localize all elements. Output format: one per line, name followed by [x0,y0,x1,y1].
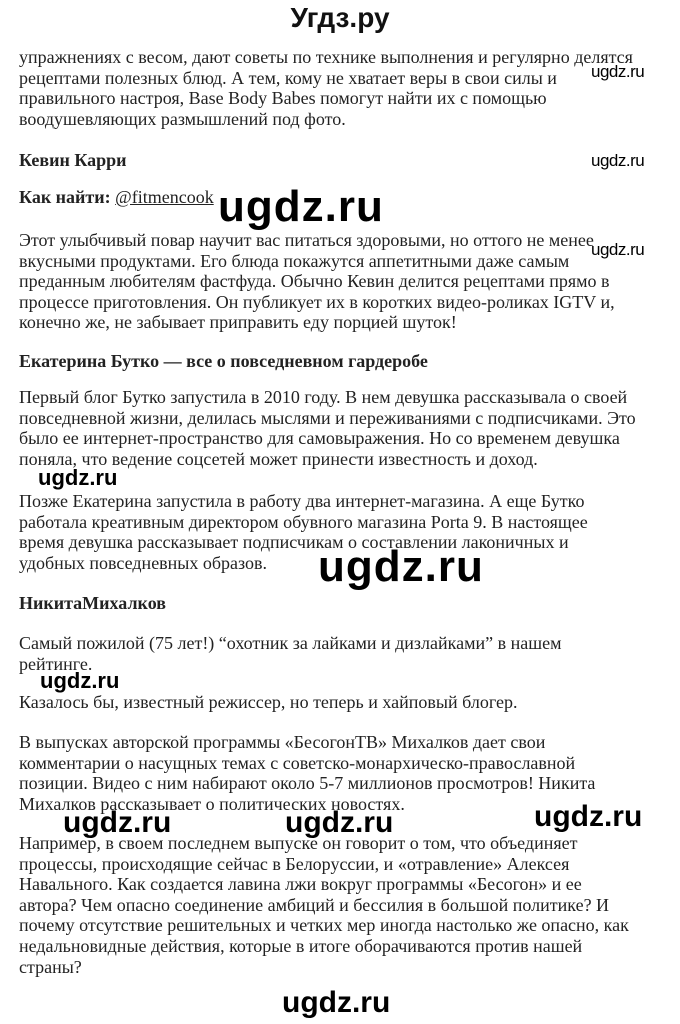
paragraph-butko-2 [19,491,588,573]
find-label: Как найти: [19,187,111,207]
paragraph-kevin [19,230,615,333]
text-line: позиции. Видео с ним набирают около 5-7 миллионов просмотров! Никита [19,773,596,794]
text-line: было ее интернет-пространство для самовыражения. Но со временем девушка [19,428,620,449]
heading-butko: Екатерина Бутко — все о повседневном гардеробе [19,351,428,371]
watermark: ugdz.ru [40,668,120,693]
text-line: повседневной жизни, делилась мыслями и переживаниями с подписчиками. Это [19,407,636,428]
heading-mikhalkov: НикитаМихалков [19,593,166,613]
watermark: ugdz.ru [591,240,645,259]
text-line: процессе приготовления. Он публикует их в коротких видео-роликах IGTV и, [19,291,615,312]
find-line [19,187,214,208]
text-line: комментарии о насущных темах с советско-монархическо-православной [19,752,576,773]
text-line: автора? Чем опасно соединение амбиций и бессилия в большой политике? И [19,894,610,915]
text-line: Этот улыбчивый повар научит вас питаться здоровыми, но оттого не менее [19,230,594,250]
text-line: Навального. Как создается лавина лжи вокруг программы «Бесогон» и ее [19,874,582,895]
watermark: ugdz.ru [591,151,645,170]
text-line: преданным любителям фастфуда. Обычно Кевин делится рецептами прямо в [19,271,610,292]
watermark: ugdz.ru [534,800,643,833]
text-line: почему отсутствие решительных и четких мер иногда настолько же опасно, как [19,915,629,936]
text-line: страны? [19,956,82,977]
heading-kevin-curry: Кевин Карри [19,150,127,170]
text-line: время девушка рассказывает подписчикам о составлении лаконичных и [19,532,569,553]
paragraph-mikhalkov-2 [19,692,517,713]
text-line: упражнениях с весом, дают советы по технике выполнения и регулярно делятся [19,47,633,67]
text-line: Например, в своем последнем выпуске он говорит о том, что объединяет [19,833,578,853]
text-line: Позже Екатерина запустила в работу два интернет-магазина. А еще Бутко [19,491,585,511]
site-header-title: Угдз.ру [290,2,390,33]
text-line: процессы, происходящие сейчас в Белоруссии, и «отравление» Алексея [19,853,570,874]
paragraph-mikhalkov-4 [19,833,629,977]
paragraph-base-body-babes [19,47,633,129]
text-line: рецептами полезных блюд. А тем, кому не хватает веры в свои силы и [19,67,557,88]
paragraph-butko-1 [19,387,636,469]
text-line: Первый блог Бутко запустила в 2010 году. В нем девушка рассказывала о своей [19,387,628,407]
instagram-link[interactable]: @fitmencook [115,187,214,207]
text-line: В выпусках авторской программы «БесогонТВ» Михалков дает свои [19,732,546,752]
paragraph-mikhalkov-3 [19,732,595,814]
text-line: конечно же, не забывает приправить еду порцией шуток! [19,312,457,333]
text-line: поняла, что ведение соцсетей может принести известность и доход. [19,448,538,469]
text-line: Самый пожилой (75 лет!) “охотник за лайками и дизлайками” в нашем [19,633,562,653]
watermark: ugdz.ru [63,806,172,839]
text-line: Михалков рассказывает о политических новостях. [19,793,405,814]
text-line: удобных повседневных образов. [19,552,268,573]
text-line: рейтинге. [19,653,93,674]
text-line: недальновидные действия, которые в итоге оборачиваются против нашей [19,935,583,956]
watermark: ugdz.ru [318,542,484,591]
watermark: ugdz.ru [285,806,394,839]
text-line: Казалось бы, известный режиссер, но теперь и хайповый блогер. [19,692,518,712]
footer-watermark: ugdz.ru [282,986,391,1019]
watermark: ugdz.ru [38,465,118,490]
text-line: воодушевляющих размышлений под фото. [19,108,346,129]
text-line: вкусными продуктами. Его блюда покажутся аппетитными даже самым [19,250,570,271]
watermark: ugdz.ru [218,182,384,231]
text-line: правильного настроя, Base Body Babes помогут найти их с помощью [19,88,547,109]
watermark: ugdz.ru [591,62,645,81]
text-line: работала креативным директором обувного магазина Porta 9. В настоящее [19,511,588,532]
